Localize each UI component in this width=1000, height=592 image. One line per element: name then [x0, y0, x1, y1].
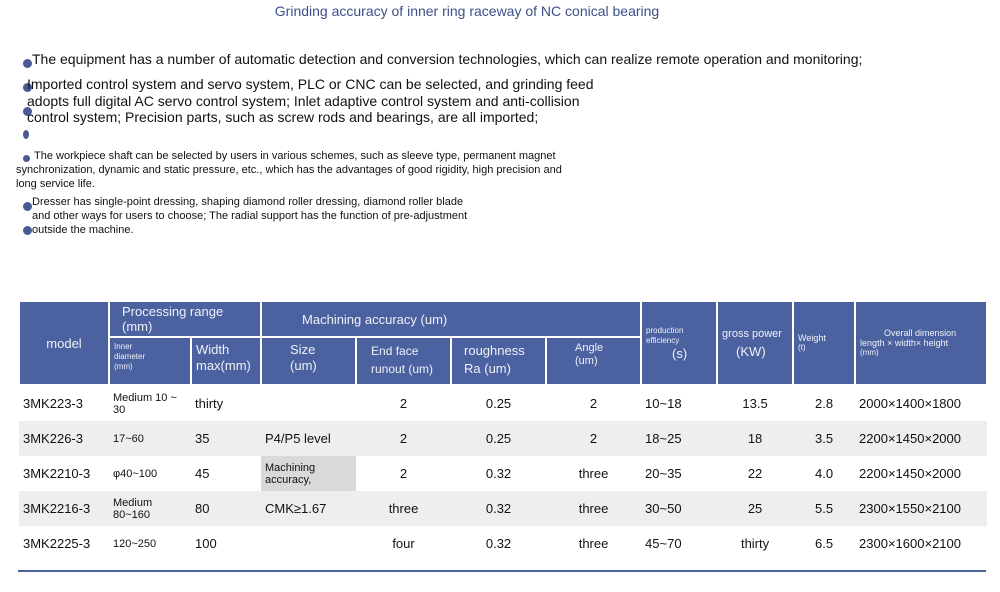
- feature-line: outside the machine.: [32, 224, 134, 236]
- header-width: Width max(mm): [191, 337, 261, 385]
- spec-table: [18, 300, 988, 561]
- cell-angle: 2: [589, 396, 598, 411]
- cell-size: [261, 385, 356, 421]
- feature-line: The workpiece shaft can be selected by users in various schemes, such as sleeve type, permanent magnet: [34, 150, 556, 162]
- cell-size: CMK≥1.67: [261, 491, 356, 526]
- feature-line: and other ways for users to choose; The radial support has the function of pre-adjustment: [32, 210, 468, 222]
- header-inner-diameter-label: Inner diameter (mm): [114, 342, 146, 371]
- feature-line: adopts full digital AC servo control system; Inlet adaptive control system and anti-collision: [27, 92, 580, 109]
- cell-gross-power: 13.5: [742, 396, 768, 411]
- header-model: model: [19, 301, 109, 385]
- feature-automatic-detection: The equipment has a number of automatic detection and conversion technologies, which can realize remote operation and monitoring;: [32, 51, 863, 67]
- cell-angle: three: [546, 491, 641, 526]
- cell-roughness: 0.32: [485, 536, 512, 551]
- cell-model: 3MK2210-3: [23, 466, 91, 481]
- cell-production-efficiency: 10~18: [645, 396, 682, 411]
- cell-overall-dimension: 2300×1550×2100: [855, 491, 987, 526]
- feature-line: control system; Precision parts, such as screw rods and bearings, are all imported;: [27, 109, 539, 125]
- cell-inner-diameter: Medium 80~160: [109, 491, 191, 526]
- cell-width: 45: [195, 466, 210, 481]
- header-production-efficiency-label: production efficiency: [646, 325, 684, 345]
- cell-model: 3MK226-3: [19, 421, 109, 456]
- cell-overall-dimension: 2300×1600×2100: [859, 536, 961, 551]
- cell-roughness: 0.25: [451, 421, 546, 456]
- cell-inner-diameter: Medium 10 ~ 30: [113, 391, 177, 416]
- cell-roughness: 0.32: [485, 466, 512, 481]
- cell-angle: three: [578, 536, 609, 551]
- cell-end-face-runout: 2: [399, 466, 408, 481]
- cell-production-efficiency: 45~70: [645, 536, 682, 551]
- cell-gross-power: 25: [717, 491, 793, 526]
- cell-end-face-runout: four: [392, 536, 415, 551]
- cell-weight: 5.5: [793, 491, 855, 526]
- feature-control-system: [27, 76, 594, 126]
- cell-width: 80: [191, 491, 261, 526]
- feature-line: Imported control system and servo system, PLC or CNC can be selected, and grinding feed: [27, 76, 594, 92]
- cell-inner-diameter: 17~60: [109, 421, 191, 456]
- header-gross-power-label: gross power: [722, 327, 782, 340]
- cell-overall-dimension: 2000×1400×1800: [859, 396, 961, 411]
- table-row: [19, 385, 987, 421]
- header-overall-dimension-l3: (mm): [860, 348, 879, 357]
- cell-angle: 2: [546, 421, 641, 456]
- cell-weight: 2.8: [815, 396, 834, 411]
- cell-roughness: 0.25: [485, 396, 512, 411]
- cell-weight: 6.5: [815, 536, 834, 551]
- header-weight: [793, 301, 855, 385]
- feature-dresser: [32, 195, 467, 237]
- cell-end-face-runout: three: [356, 491, 451, 526]
- header-processing-range: Processing range (mm): [109, 301, 261, 337]
- header-size: Size (um): [261, 337, 356, 385]
- header-gross-power-unit: (KW): [736, 343, 766, 359]
- cell-end-face-runout: 2: [399, 396, 408, 411]
- cell-size: P4/P5 level: [261, 421, 356, 456]
- cell-model: 3MK223-3: [23, 396, 83, 411]
- table-row: [19, 421, 987, 456]
- cell-gross-power: thirty: [740, 536, 770, 551]
- cell-weight: 4.0: [815, 466, 834, 481]
- cell-angle: three: [578, 466, 609, 481]
- cell-overall-dimension: 2200×1450×2000: [855, 421, 987, 456]
- header-overall-dimension: [855, 301, 987, 385]
- table-row: [19, 491, 987, 526]
- cell-inner-diameter: φ40~100: [113, 467, 158, 480]
- header-end-face-runout: End face runout (um): [356, 337, 451, 385]
- header-production-efficiency-unit: (s): [672, 345, 688, 361]
- cell-weight: 3.5: [793, 421, 855, 456]
- cell-end-face-runout: 2: [356, 421, 451, 456]
- header-production-efficiency: [641, 301, 717, 385]
- cell-overall-dimension: 2200×1450×2000: [859, 466, 961, 481]
- cell-width: 35: [191, 421, 261, 456]
- page-title: Grinding accuracy of inner ring raceway of NC conical bearing: [274, 3, 660, 19]
- cell-gross-power: 18: [717, 421, 793, 456]
- cell-roughness: 0.32: [451, 491, 546, 526]
- cell-gross-power: 22: [747, 466, 763, 481]
- header-gross-power: [717, 301, 793, 385]
- header-inner-diameter: [109, 337, 191, 385]
- feature-workpiece-shaft: [16, 149, 562, 191]
- cell-inner-diameter: 120~250: [113, 537, 157, 550]
- header-roughness: roughness Ra (um): [451, 337, 546, 385]
- cell-width: thirty: [195, 396, 224, 411]
- table-row: [19, 526, 987, 561]
- header-machining-accuracy: Machining accuracy (um): [261, 301, 641, 337]
- header-overall-dimension-l1: Overall dimension: [884, 328, 957, 338]
- cell-model: 3MK2216-3: [19, 491, 109, 526]
- header-overall-dimension-l2: length × width× height: [860, 338, 949, 348]
- header-weight-unit: (t): [798, 343, 806, 352]
- feature-line: Dresser has single-point dressing, shaping diamond roller dressing, diamond roller blade: [32, 196, 464, 208]
- cell-production-efficiency: 30~50: [641, 491, 717, 526]
- header-angle: Angle (um): [546, 337, 641, 385]
- cell-production-efficiency: 18~25: [641, 421, 717, 456]
- cell-width: 100: [195, 536, 217, 551]
- feature-line: synchronization, dynamic and static pressure, etc., which has the advantages of good rigidity, high precision and: [16, 164, 562, 176]
- table-bottom-rule: [18, 570, 986, 572]
- cell-model: 3MK2225-3: [23, 536, 91, 551]
- feature-line: long service life.: [16, 178, 95, 190]
- cell-size: [261, 526, 356, 561]
- header-weight-label: Weight: [798, 333, 826, 343]
- cell-size: Machining accuracy,: [261, 456, 356, 491]
- cell-production-efficiency: 20~35: [645, 466, 682, 481]
- table-row: [19, 456, 987, 491]
